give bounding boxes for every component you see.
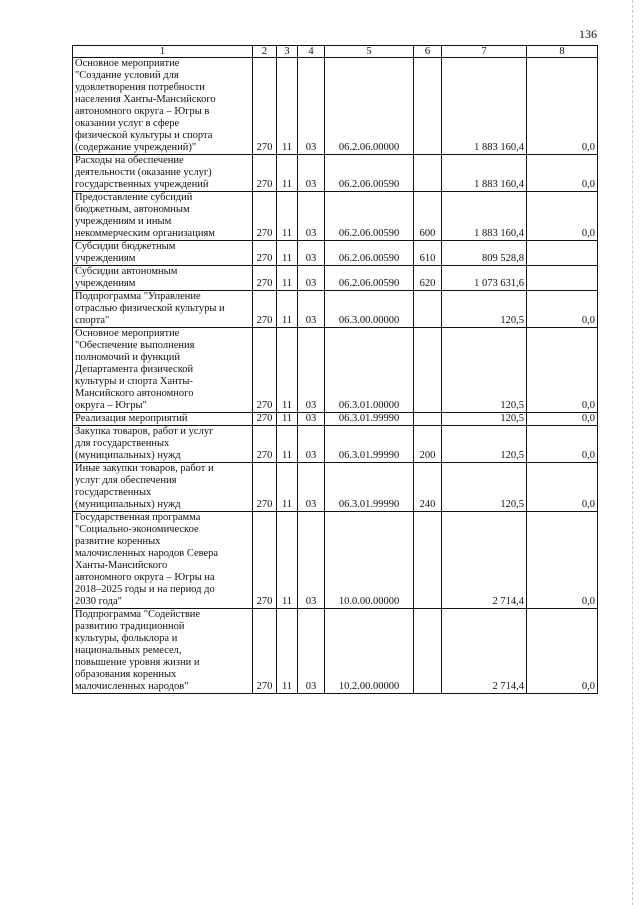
cell-col5: 06.3.01.99990 bbox=[325, 426, 414, 463]
cell-col3: 11 bbox=[277, 155, 298, 192]
row-name bbox=[73, 155, 253, 192]
cell-col3: 11 bbox=[277, 58, 298, 155]
cell-col3: 11 bbox=[277, 192, 298, 241]
header-cell-6: 6 bbox=[414, 46, 442, 58]
row-name bbox=[73, 426, 253, 463]
cell-col6: 240 bbox=[414, 463, 442, 512]
cell-col7: 1 883 160,4 bbox=[442, 192, 527, 241]
cell-col6 bbox=[414, 58, 442, 155]
row-name-text: Предоставление субсидий бюджетным, автономным учреждениям и иным некоммерческим организациям bbox=[75, 192, 215, 239]
row-name-text: Иные закупки товаров, работ и услуг для обеспечения государственных (муниципальных) нужд bbox=[75, 463, 214, 510]
cell-col3: 11 bbox=[277, 463, 298, 512]
cell-col7: 120,5 bbox=[442, 426, 527, 463]
cell-col4: 03 bbox=[298, 192, 325, 241]
cell-col2: 270 bbox=[253, 155, 277, 192]
cell-col6 bbox=[414, 512, 442, 609]
cell-col3: 11 bbox=[277, 413, 298, 426]
header-cell-2: 2 bbox=[253, 46, 277, 58]
cell-col7: 120,5 bbox=[442, 463, 527, 512]
cell-col5: 10.2.00.00000 bbox=[325, 609, 414, 694]
cell-col3: 11 bbox=[277, 512, 298, 609]
row-name-text: Реализация мероприятий bbox=[75, 413, 188, 424]
cell-col2: 270 bbox=[253, 192, 277, 241]
row-name-text: Основное мероприятие "Создание условий для удовлетворения потребности населения Ханты-Мансийского автономного округа – Югры в оказании услуг в сфере физической культуры и спорта (содержание учреждений)" bbox=[75, 58, 216, 153]
row-name bbox=[73, 241, 253, 266]
cell-col5: 06.2.06.00590 bbox=[325, 241, 414, 266]
table-row bbox=[73, 266, 598, 291]
header-cell-5: 5 bbox=[325, 46, 414, 58]
row-name bbox=[73, 328, 253, 413]
cell-col8: 0,0 bbox=[527, 328, 598, 413]
cell-col8: 0,0 bbox=[527, 512, 598, 609]
table-row bbox=[73, 58, 598, 155]
cell-col7: 120,5 bbox=[442, 328, 527, 413]
page-number: 136 bbox=[579, 27, 597, 41]
cell-col8: 0,0 bbox=[527, 58, 598, 155]
row-name bbox=[73, 463, 253, 512]
cell-col8: 0,0 bbox=[527, 155, 598, 192]
cell-col5: 06.3.01.99990 bbox=[325, 463, 414, 512]
cell-col5: 06.2.06.00590 bbox=[325, 266, 414, 291]
cell-col5: 10.0.00.00000 bbox=[325, 512, 414, 609]
cell-col2: 270 bbox=[253, 426, 277, 463]
cell-col5: 06.2.06.00000 bbox=[325, 58, 414, 155]
cell-col3: 11 bbox=[277, 426, 298, 463]
cell-col7: 120,5 bbox=[442, 291, 527, 328]
table-row bbox=[73, 609, 598, 694]
row-name-text: Подпрограмма "Управление отраслью физической культуры и спорта" bbox=[75, 291, 225, 326]
table-row bbox=[73, 155, 598, 192]
header-cell-1: 1 bbox=[73, 46, 253, 58]
cell-col8: 0,0 bbox=[527, 426, 598, 463]
cell-col2: 270 bbox=[253, 291, 277, 328]
header-cell-8: 8 bbox=[527, 46, 598, 58]
cell-col5: 06.3.01.99990 bbox=[325, 413, 414, 426]
cell-col8: 0,0 bbox=[527, 192, 598, 241]
budget-table bbox=[72, 45, 598, 694]
cell-col2: 270 bbox=[253, 328, 277, 413]
table-row bbox=[73, 512, 598, 609]
table-row bbox=[73, 413, 598, 426]
cell-col3: 11 bbox=[277, 241, 298, 266]
cell-col6: 610 bbox=[414, 241, 442, 266]
cell-col8 bbox=[527, 241, 598, 266]
cell-col4: 03 bbox=[298, 609, 325, 694]
row-name bbox=[73, 512, 253, 609]
cell-col8: 0,0 bbox=[527, 463, 598, 512]
cell-col7: 2 714,4 bbox=[442, 609, 527, 694]
scan-edge bbox=[632, 0, 633, 905]
cell-col3: 11 bbox=[277, 328, 298, 413]
cell-col3: 11 bbox=[277, 291, 298, 328]
row-name-text: Субсидии бюджетным учреждениям bbox=[75, 241, 176, 264]
cell-col5: 06.2.06.00590 bbox=[325, 192, 414, 241]
table-row bbox=[73, 328, 598, 413]
row-name-text: Субсидии автономным учреждениям bbox=[75, 266, 178, 289]
row-name-text: Подпрограмма "Содействие развитию традиционной культуры, фольклора и национальных ремесел, повышение уровня жизни и образования коренных малочисленных народов" bbox=[75, 609, 201, 692]
cell-col7: 1 883 160,4 bbox=[442, 155, 527, 192]
row-name-text: Закупка товаров, работ и услуг для государственных (муниципальных) нужд bbox=[75, 426, 214, 461]
row-name bbox=[73, 58, 253, 155]
cell-col4: 03 bbox=[298, 266, 325, 291]
cell-col8: 0,0 bbox=[527, 413, 598, 426]
cell-col5: 06.3.00.00000 bbox=[325, 291, 414, 328]
row-name-text: Расходы на обеспечение деятельности (оказание услуг) государственных учреждений bbox=[75, 155, 212, 190]
row-name-text: Государственная программа "Социально-экономическое развитие коренных малочисленных народов Севера Ханты-Мансийского автономного округа – Югры на 2018–2025 годы и на период до 2030 года" bbox=[75, 512, 219, 607]
cell-col6: 200 bbox=[414, 426, 442, 463]
cell-col6 bbox=[414, 291, 442, 328]
cell-col2: 270 bbox=[253, 463, 277, 512]
header-cell-4: 4 bbox=[298, 46, 325, 58]
cell-col4: 03 bbox=[298, 426, 325, 463]
table-row bbox=[73, 241, 598, 266]
cell-col5: 06.3.01.00000 bbox=[325, 328, 414, 413]
cell-col4: 03 bbox=[298, 58, 325, 155]
table-body bbox=[73, 58, 598, 694]
cell-col4: 03 bbox=[298, 155, 325, 192]
cell-col6 bbox=[414, 609, 442, 694]
cell-col2: 270 bbox=[253, 241, 277, 266]
cell-col2: 270 bbox=[253, 58, 277, 155]
row-name-text: Основное мероприятие "Обеспечение выполнения полномочий и функций Департамента физической культуры и спорта Ханты- Мансийского автономного округа – Югры" bbox=[75, 328, 195, 411]
row-name bbox=[73, 609, 253, 694]
cell-col4: 03 bbox=[298, 512, 325, 609]
table-header bbox=[73, 46, 598, 58]
header-cell-3: 3 bbox=[277, 46, 298, 58]
header-row bbox=[73, 46, 598, 58]
cell-col4: 03 bbox=[298, 463, 325, 512]
cell-col3: 11 bbox=[277, 266, 298, 291]
cell-col2: 270 bbox=[253, 609, 277, 694]
cell-col4: 03 bbox=[298, 413, 325, 426]
cell-col7: 1 883 160,4 bbox=[442, 58, 527, 155]
table-row bbox=[73, 463, 598, 512]
cell-col4: 03 bbox=[298, 291, 325, 328]
cell-col2: 270 bbox=[253, 512, 277, 609]
cell-col6 bbox=[414, 155, 442, 192]
cell-col4: 03 bbox=[298, 328, 325, 413]
cell-col8: 0,0 bbox=[527, 609, 598, 694]
cell-col7: 2 714,4 bbox=[442, 512, 527, 609]
cell-col6: 620 bbox=[414, 266, 442, 291]
row-name bbox=[73, 192, 253, 241]
cell-col2: 270 bbox=[253, 413, 277, 426]
cell-col8: 0,0 bbox=[527, 291, 598, 328]
row-name bbox=[73, 266, 253, 291]
cell-col3: 11 bbox=[277, 609, 298, 694]
cell-col6: 600 bbox=[414, 192, 442, 241]
table-row bbox=[73, 426, 598, 463]
row-name bbox=[73, 413, 253, 426]
header-cell-7: 7 bbox=[442, 46, 527, 58]
cell-col7: 120,5 bbox=[442, 413, 527, 426]
cell-col6 bbox=[414, 413, 442, 426]
cell-col8 bbox=[527, 266, 598, 291]
cell-col2: 270 bbox=[253, 266, 277, 291]
cell-col6 bbox=[414, 328, 442, 413]
cell-col5: 06.2.06.00590 bbox=[325, 155, 414, 192]
cell-col4: 03 bbox=[298, 241, 325, 266]
row-name bbox=[73, 291, 253, 328]
cell-col7: 809 528,8 bbox=[442, 241, 527, 266]
table-row bbox=[73, 192, 598, 241]
table-row bbox=[73, 291, 598, 328]
cell-col7: 1 073 631,6 bbox=[442, 266, 527, 291]
